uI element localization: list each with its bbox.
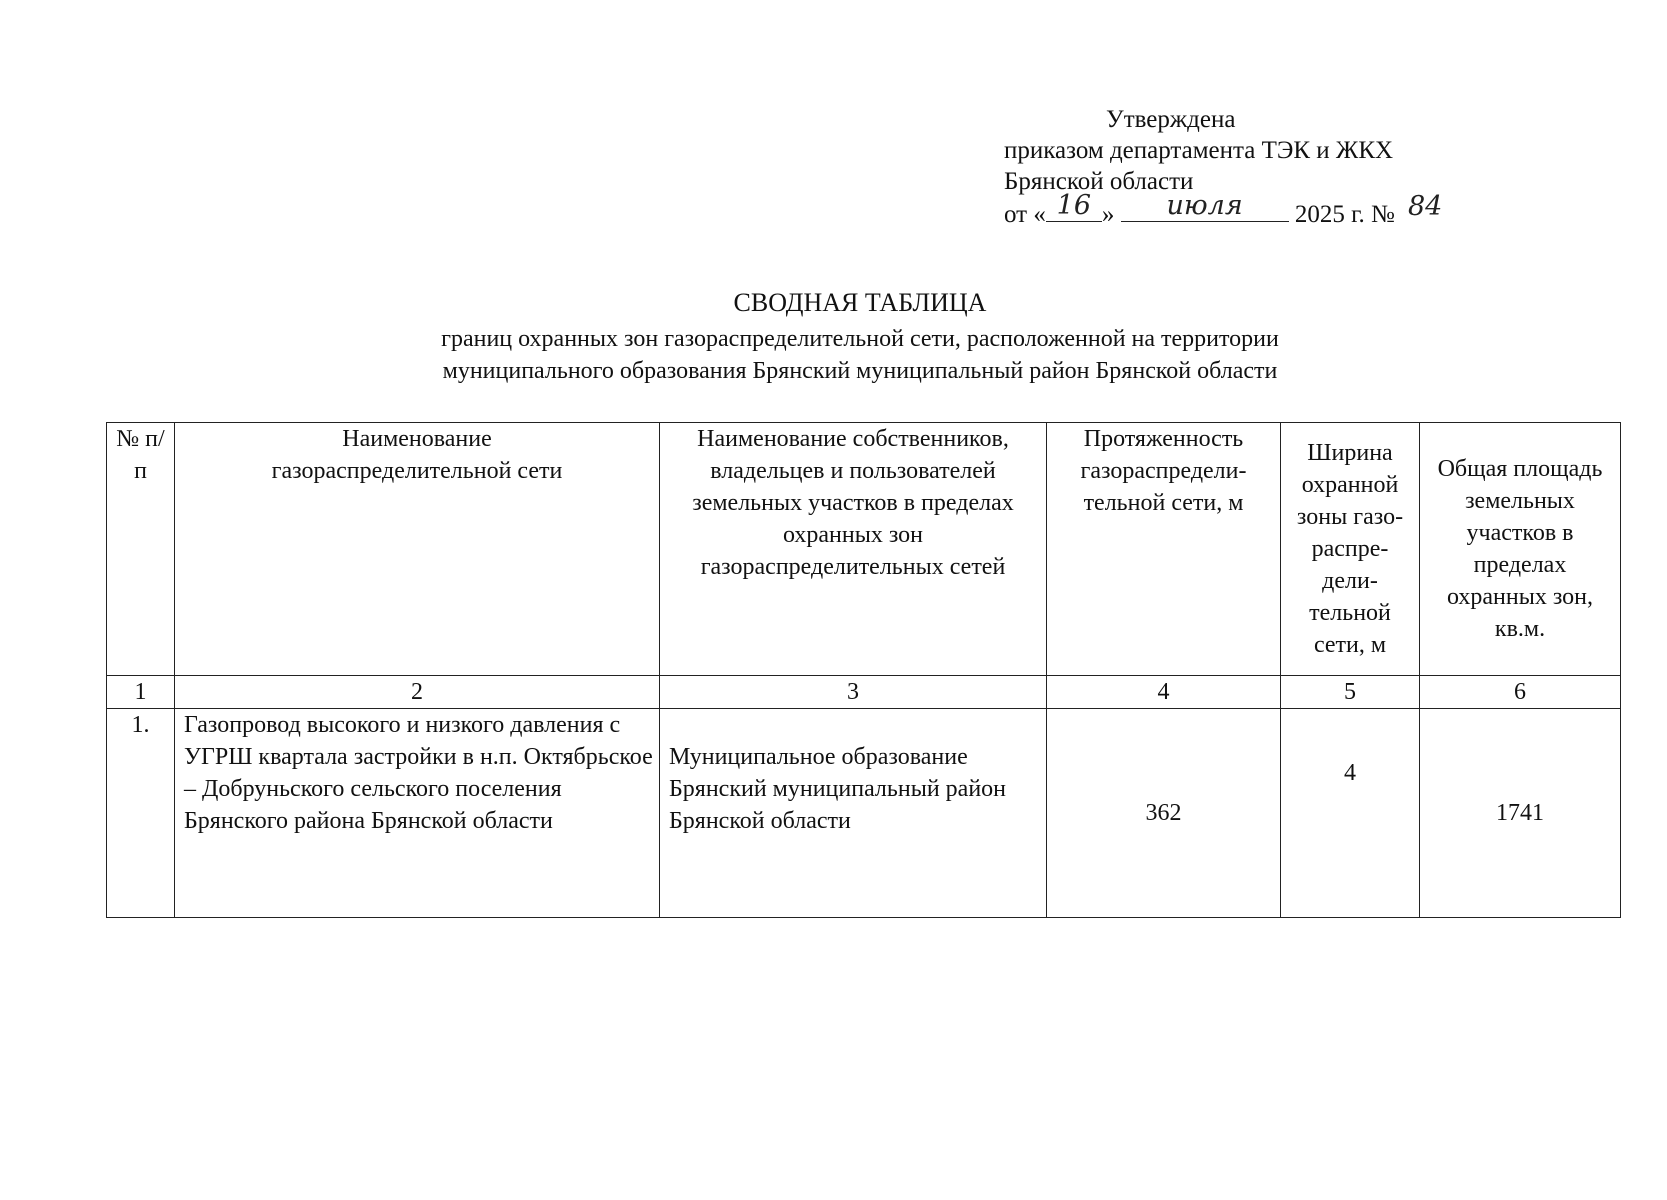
day-field [1046, 190, 1102, 222]
header-num: № п/п [107, 423, 175, 676]
year-text: 2025 г. [1294, 201, 1365, 228]
approval-block [1004, 104, 1449, 230]
column-number-row [107, 676, 1621, 709]
document-title: СВОДНАЯ ТАБЛИЦА [733, 288, 987, 317]
subtitle-line-2: муниципального образования Брянский муниципальный район Брянской области [442, 358, 1278, 384]
header-length: Протяженность газораспредели-тельной сети, м [1047, 423, 1281, 676]
subtitle-line-1: границ охранных зон газораспределительной сети, расположенной на территории [441, 326, 1279, 352]
column-number: 2 [175, 676, 660, 709]
summary-table [106, 422, 1621, 918]
row-network-name: Газопровод высокого и низкого давления с УГРШ квартала застройки в н.п. Октябрьское – Добруньского сельского поселения Брянского района Брянской области [175, 709, 660, 918]
approval-order: приказом департамента ТЭК и ЖКХ [1004, 137, 1394, 164]
date-prefix: от « [1004, 201, 1046, 228]
row-owners: Муниципальное образование Брянский муниципальный район Брянской области [660, 709, 1047, 918]
approval-date-line [1004, 190, 1449, 230]
number-handwritten: 84 [1407, 191, 1443, 222]
row-length: 362 [1047, 709, 1281, 918]
row-total-area: 1741 [1420, 709, 1621, 918]
header-zone-width: Ширина охранной зоны газо-распре-дели-тельной сети, м [1281, 423, 1420, 676]
row-zone-width: 4 [1281, 709, 1420, 918]
column-number: 1 [107, 676, 175, 709]
month-handwritten: июля [1166, 190, 1243, 221]
date-mid: » [1101, 201, 1115, 228]
table-row [107, 709, 1621, 918]
table-header-row [107, 423, 1621, 676]
header-total-area: Общая площадь земельных участков в пределах охранных зон, кв.м. [1420, 423, 1621, 676]
day-handwritten: 16 [1056, 190, 1092, 221]
header-owners: Наименование собственников, владельцев и пользователей земельных участков в пределах охранных зон газораспределительных сетей [660, 423, 1047, 676]
column-number: 4 [1047, 676, 1281, 709]
approval-region: Брянской области [1004, 168, 1194, 195]
number-label: № [1371, 201, 1395, 228]
column-number: 3 [660, 676, 1047, 709]
column-number: 5 [1281, 676, 1420, 709]
document-subtitle [0, 323, 1667, 387]
column-number: 6 [1420, 676, 1621, 709]
month-field [1121, 190, 1289, 222]
approval-title: Утверждена [1106, 106, 1236, 133]
header-network-name: Наименование газораспределительной сети [175, 423, 660, 676]
number-field [1401, 191, 1449, 222]
row-num: 1. [107, 709, 175, 918]
